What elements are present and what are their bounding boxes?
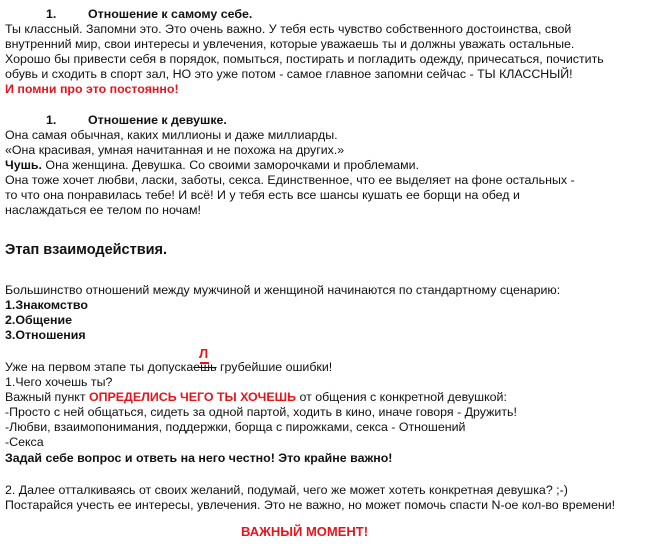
mistakes-question: 1.Чего хочешь ты? bbox=[5, 375, 113, 389]
handwritten-correction: Л bbox=[199, 346, 209, 361]
mistakes-line-end: грубейшие ошибки! bbox=[216, 360, 333, 374]
mistakes-struck-text: ешь bbox=[193, 360, 217, 374]
stage-heading: Этап взаимодействия. bbox=[5, 242, 168, 258]
section2-line: Она тоже хочет любви, ласки, заботы, секса. Единственное, что ее выделяет на фоне остальных - bbox=[5, 173, 575, 187]
section1-number: 1. bbox=[46, 7, 57, 21]
section2-line-rest: Она женщина. Девушка. Со своими заморочками и проблемами. bbox=[41, 158, 420, 172]
stage-step: 1.Знакомство bbox=[5, 298, 88, 312]
section2-line: «Она красивая, умная начитанная и не похожа на других.» bbox=[5, 143, 345, 157]
mistakes-option: -Просто с ней общаться, сидеть за одной партой, ходить в кино, иначе говоря - Дружить! bbox=[5, 405, 517, 419]
mistakes-ask: Задай себе вопрос и ответь на него честно! Это крайне важно! bbox=[5, 451, 393, 465]
stage-intro: Большинство отношений между мужчиной и женщиной начинаются по стандартному сценарию: bbox=[5, 283, 561, 297]
important-moment: ВАЖНЫЙ МОМЕНТ! bbox=[241, 524, 369, 539]
section2-line: наслаждаться ее телом по ночам! bbox=[5, 203, 201, 217]
section1-line: обувь и сходить в спорт зал, НО это уже потом - самое главное запомни сейчас - ТЫ КЛАССНЫЙ! bbox=[5, 67, 573, 81]
point2-line: Постарайся учесть ее интересы, увлечения. Это не важно, но может помочь спасти N-ое кол-во времени! bbox=[5, 498, 616, 512]
section2-line: то что она понравилась тебе! И всё! И у тебя есть все шансы кушать ее борщи на обед и bbox=[5, 188, 520, 202]
mistakes-line-start: Уже на первом этапе ты допуска bbox=[5, 360, 194, 374]
section1-heading: Отношение к самому себе. bbox=[88, 7, 253, 21]
section1-reminder: И помни про это постоянно! bbox=[5, 82, 179, 96]
mistakes-point-highlight: ОПРЕДЕЛИСЬ ЧЕГО ТЫ ХОЧЕШЬ bbox=[88, 390, 297, 404]
section1-line: внутренний мир, свои интересы и увлечения, которые уважаешь ты и должны уважать остальные. bbox=[5, 37, 575, 51]
mistakes-point-start: Важный пункт bbox=[5, 390, 89, 404]
stage-step: 3.Отношения bbox=[5, 328, 86, 342]
section2-heading: Отношение к девушке. bbox=[88, 113, 227, 127]
section1-line: Ты классный. Запомни это. Это очень важно. У тебя есть чувство собственного достоинства, свой bbox=[5, 22, 572, 36]
mistakes-option: -Любви, взаимопонимания, поддержки, борща с пирожками, секса - Отношений bbox=[5, 420, 466, 434]
section1-line: Хорошо бы привести себя в порядок, помыться, постирать и погладить одежду, причесаться, почистить bbox=[5, 52, 604, 66]
mistakes-line bbox=[5, 360, 332, 374]
section2-chush: Чушь. bbox=[5, 158, 42, 172]
mistakes-point-end: от общения с конкретной девушкой: bbox=[296, 390, 507, 404]
mistakes-option: -Секса bbox=[5, 435, 44, 449]
point2-line: 2. Далее отталкиваясь от своих желаний, подумай, чего же может хотеть конкретная девушка? ;-) bbox=[5, 483, 568, 497]
section2-line bbox=[5, 158, 419, 172]
stage-step: 2.Общение bbox=[5, 313, 72, 327]
section2-number: 1. bbox=[46, 113, 57, 127]
section2-line: Она самая обычная, каких миллионы и даже миллиарды. bbox=[5, 128, 338, 142]
mistakes-point bbox=[5, 390, 507, 404]
